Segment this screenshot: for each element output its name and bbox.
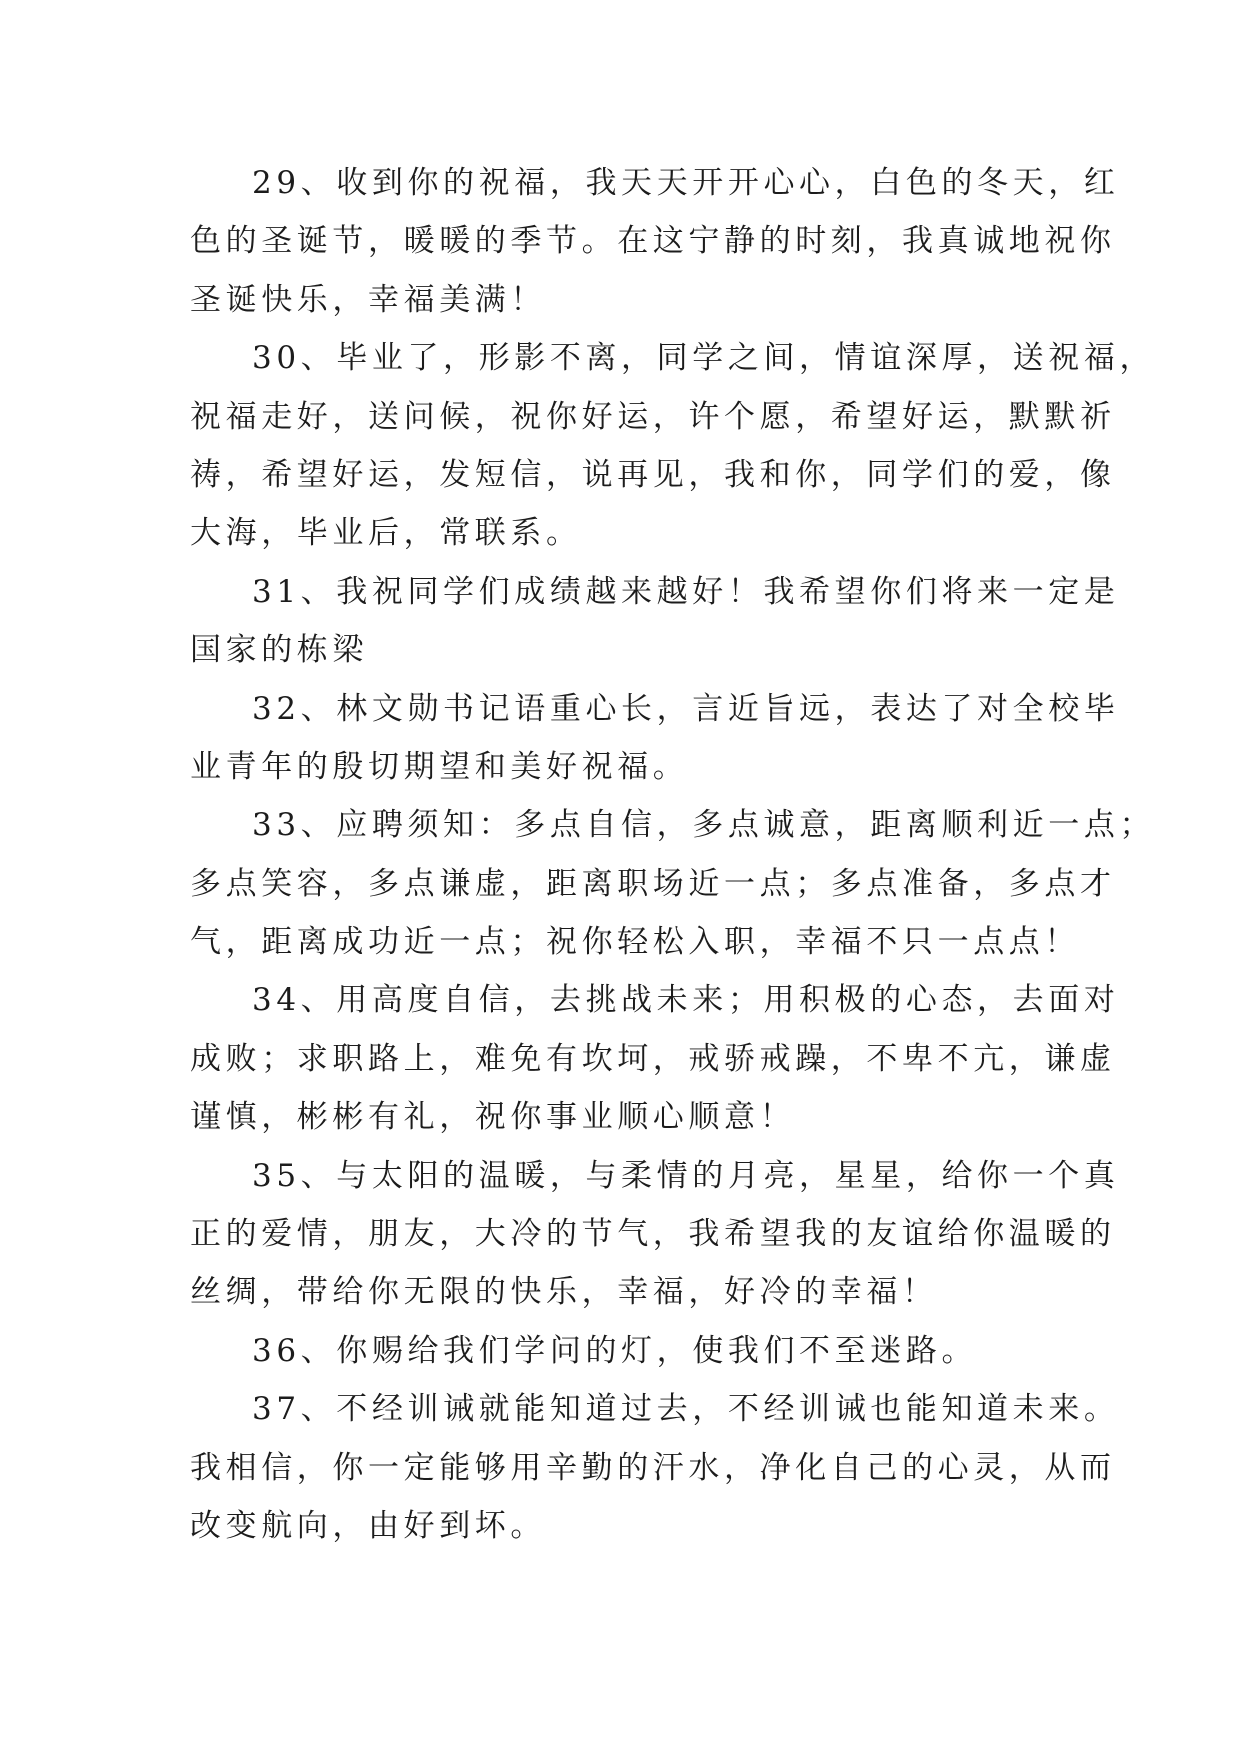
paragraph-line: 丝绸，带给你无限的快乐，幸福，好冷的幸福！: [190, 1274, 938, 1311]
paragraph-33: [190, 796, 1156, 971]
paragraph-line: 祝福走好，送问候，祝你好运，许个愿，希望好运，默默祈: [190, 398, 1116, 435]
paragraph-31: [190, 563, 1120, 680]
paragraph-line: 34、用高度自信，去挑战未来；用积极的心态，去面对: [252, 982, 1120, 1019]
paragraph-line: 圣诞快乐，幸福美满！: [190, 281, 546, 318]
paragraph-30: [190, 329, 1156, 563]
paragraph-line: 谨慎，彬彬有礼，祝你事业顺心顺意！: [190, 1099, 796, 1136]
paragraph-32: [190, 680, 1120, 797]
paragraph-line: 多点笑容，多点谦虚，距离职场近一点；多点准备，多点才: [190, 865, 1116, 902]
paragraph-line: 业青年的殷切期望和美好祝福。: [190, 748, 689, 785]
paragraph-line: 30、毕业了，形影不离，同学之间，情谊深厚，送祝福，: [252, 340, 1156, 377]
paragraph-line: 29、收到你的祝福，我天天开开心心，白色的冬天，红: [252, 165, 1120, 201]
paragraph-line: 改变航向，由好到坏。: [190, 1507, 546, 1544]
document-body: [190, 154, 1156, 1555]
paragraph-line: 国家的栋梁: [190, 632, 368, 669]
paragraph-36: [190, 1322, 1070, 1380]
paragraph-line: 气，距离成功近一点；祝你轻松入职，幸福不只一点点！: [190, 924, 1080, 961]
paragraph-line: 31、我祝同学们成绩越来越好！我希望你们将来一定是: [252, 573, 1120, 610]
paragraph-line: 色的圣诞节，暖暖的季节。在这宁静的时刻，我真诚地祝你: [190, 223, 1116, 260]
paragraph-line: 32、林文勋书记语重心长，言近旨远，表达了对全校毕: [252, 690, 1120, 727]
paragraph-line: 正的爱情，朋友，大冷的节气，我希望我的友谊给你温暖的: [190, 1216, 1116, 1253]
paragraph-line: 大海，毕业后，常联系。: [190, 515, 582, 552]
paragraph-29: [190, 154, 1120, 329]
paragraph-37: [190, 1380, 1120, 1555]
paragraph-line: 37、不经训诫就能知道过去，不经训诫也能知道未来。: [252, 1391, 1120, 1428]
paragraph-35: [190, 1147, 1120, 1322]
paragraph-line: 祷，希望好运，发短信，说再见，我和你，同学们的爱，像: [190, 456, 1116, 493]
paragraph-34: [190, 971, 1120, 1146]
paragraph-line: 成败；求职路上，难免有坎坷，戒骄戒躁，不卑不亢，谦虚: [190, 1040, 1116, 1077]
paragraph-line: 33、应聘须知：多点自信，多点诚意，距离顺利近一点；: [252, 807, 1156, 844]
paragraph-line: 我相信，你一定能够用辛勤的汗水，净化自己的心灵，从而: [190, 1449, 1116, 1486]
paragraph-line: 35、与太阳的温暖，与柔情的月亮，星星，给你一个真: [252, 1157, 1120, 1194]
paragraph-line: 36、你赐给我们学问的灯，使我们不至迷路。: [252, 1332, 978, 1369]
